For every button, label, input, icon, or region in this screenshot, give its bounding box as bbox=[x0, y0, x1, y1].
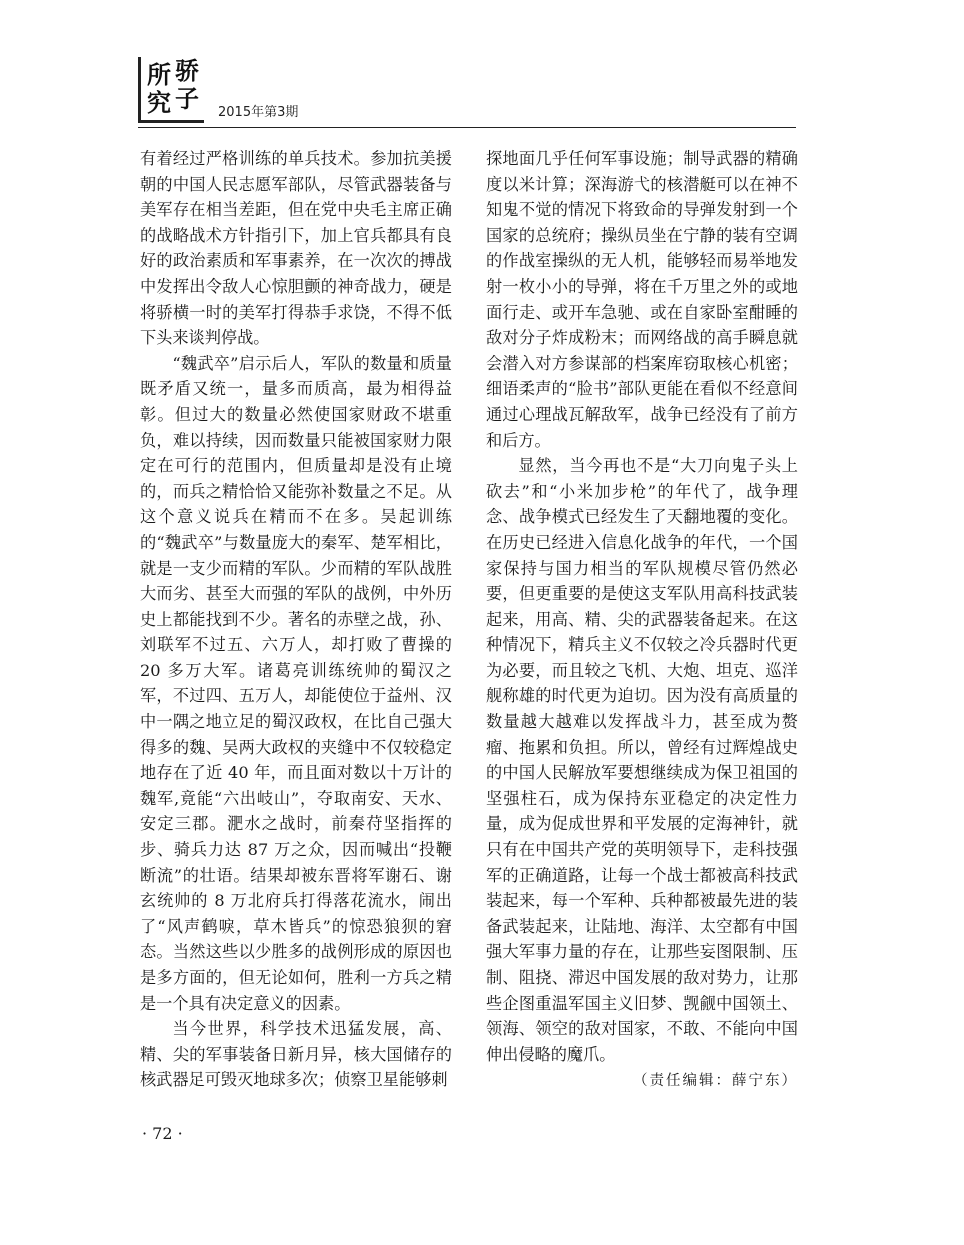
logo-char: 究 bbox=[147, 88, 171, 117]
paragraph: 有着经过严格训练的单兵技术。参加抗美援朝的中国人民志愿军部队，尽管武器装备与美军存在相当差距，但在党中央毛主席正确的战略战术方针指引下，加上官兵都具有良好的政治素质和军事素养，在一次次的搏战中发挥出令敌人心惊胆颤的神奇战力，硬是将骄横一时的美军打得恭手求饶，不得不低下头来谈判停战。 bbox=[140, 149, 452, 348]
logo-char: 所 bbox=[147, 60, 171, 89]
page-header bbox=[138, 57, 798, 129]
editor-note: （责任编辑：薛宁东） bbox=[633, 1073, 798, 1090]
right-column bbox=[486, 146, 798, 1095]
journal-logo bbox=[138, 57, 204, 123]
paragraph: 显然，当今再也不是“大刀向鬼子头上砍去”和“小米加步枪”的年代了，战争理念、战争模式已经发生了天翻地覆的变化。在历史已经进入信息化战争的年代，一个国家保持与国力相当的军队规模尽管仍然必要，但更重要的是使这支军队用高科技武装起来，用高、精、尖的武器装备起来。在这种情况下，精兵主义不仅较之冷兵器时代更为必要，而且较之飞机、大炮、坦克、巡洋舰称雄的时代更为迫切。因为没有高质量的数量越大越难以发挥战斗力，甚至成为赘瘤、拖累和负担。所以，曾经有过辉煌战史的中国人民解放军要想继续成为保卫祖国的坚强柱石，成为保持东亚稳定的决定性力量，成为促成世界和平发展的定海神针，就只有在中国共产党的英明领导下，走科技强军的正确道路，让每一个战士都被高科技武装起来，每一个军种、兵种都被最先进的装备武装起来，让陆地、海洋、太空都有中国强大军事力量的存在，让那些妄图限制、压制、阻挠、滞迟中国发展的敌对势力，让那些企图重温军国主义旧梦、觊觎中国领土、领海、领空的敌对国家，不敢、不能向中国伸出侵略的魔爪。 bbox=[486, 456, 798, 1064]
logo-char: 骄 bbox=[175, 56, 199, 85]
page-number: · 72 · bbox=[142, 1124, 183, 1143]
header-rule bbox=[138, 127, 796, 128]
logo-char: 子 bbox=[175, 84, 199, 113]
paragraph: 当今世界，科学技术迅猛发展，高、精、尖的军事装备日新月异，核大国储存的核武器足可毁灭地球多次；侦察卫星能够刺 bbox=[140, 1019, 452, 1090]
paragraph: 探地面几乎任何军事设施；制导武器的精确度以米计算；深海游弋的核潜艇可以在神不知鬼不觉的情况下将致命的导弹发射到一个国家的总统府；操纵员坐在宁静的装有空调的作战室操纵的无人机，能够轻而易举地发射一枚小小的导弹，将在千万里之外的或地面行走、或开车急驰、或在自家卧室酣睡的敌对分子炸成粉末；而网络战的高手瞬息就会潜入对方参谋部的档案库窃取核心机密；细语柔声的“脸书”部队更能在看似不经意间通过心理战瓦解敌军，战争已经没有了前方和后方。 bbox=[486, 149, 798, 450]
paragraph: “魏武卒”启示后人，军队的数量和质量既矛盾又统一，量多而质高，最为相得益彰。但过大的数量必然使国家财政不堪重负，难以持续，因而数量只能被国家财力限定在可行的范围内，但质量却是没有止境的，而兵之精恰恰又能弥补数量之不足。从这个意义说兵在精而不在多。吴起训练的“魏武卒”与数量庞大的秦军、楚军相比，就是一支少而精的军队。少而精的军队战胜大而劣、甚至大而强的军队的战例，中外历史上都能找到不少。著名的赤壁之战，孙、刘联军不过五、六万人，却打败了曹操的 20 多万大军。诸葛亮训练统帅的蜀汉之军，不过四、五万人，却能使位于益州、汉中一隅之地立足的蜀汉政权，在比自己强大得多的魏、吴两大政权的夹缝中不仅较稳定地存在了近 40 年，而且面对数以十万计的魏军,竟能“六出岐山”，夺取南安、天水、安定三郡。淝水之战时，前秦苻坚指挥的步、骑兵力达 87 万之众，因而喊出“投鞭断流”的壮语。结果却被东晋将军谢石、谢玄统帅的 8 万北府兵打得落花流水，闹出了“风声鹤唳，草木皆兵”的惊恐狼狈的窘态。当然这些以少胜多的战例形成的原因也是多方面的，但无论如何，胜利一方兵之精是一个具有决定意义的因素。 bbox=[140, 353, 452, 1013]
issue-label: 2015年第3期 bbox=[218, 105, 299, 120]
left-column bbox=[140, 146, 452, 1093]
